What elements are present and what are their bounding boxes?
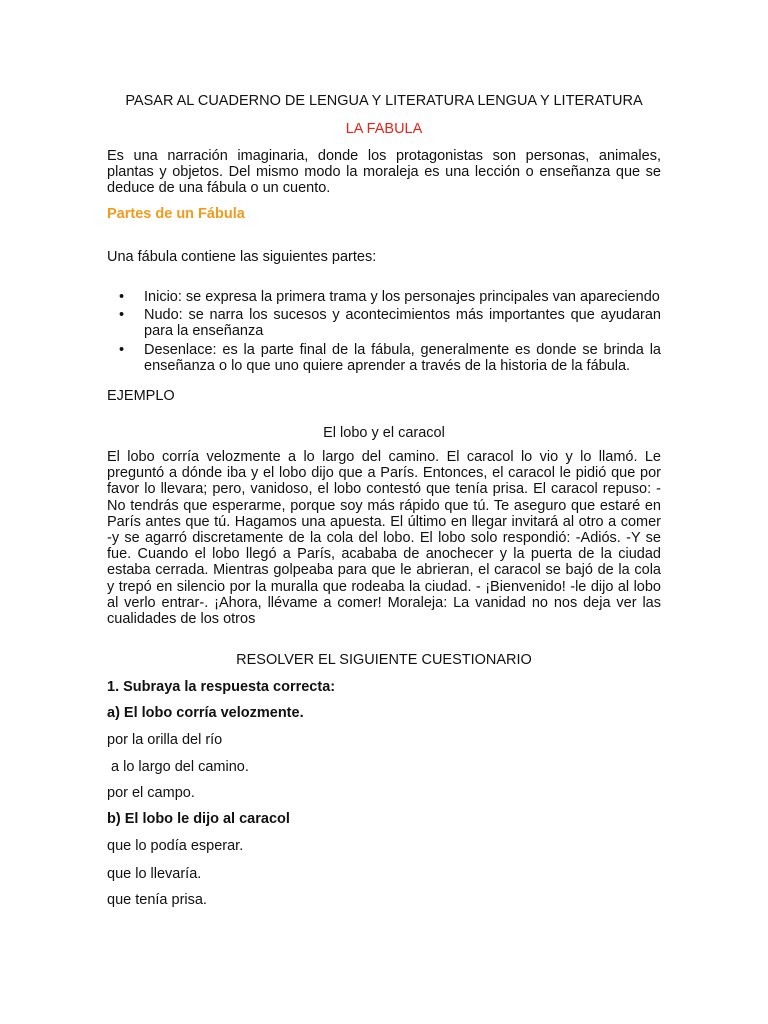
question-1-heading: 1. Subraya la respuesta correcta: (107, 679, 336, 695)
question-b: b) El lobo le dijo al caracol (107, 811, 290, 827)
story-title: El lobo y el caracol (323, 425, 445, 441)
fable-title: LA FABULA (345, 121, 423, 137)
list-item (107, 289, 661, 305)
parts-heading: Partes de un Fábula (107, 206, 245, 222)
bullet-icon: • (119, 341, 125, 358)
parts-list (107, 289, 661, 374)
example-label: EJEMPLO (107, 388, 175, 404)
question-b-option-2: que lo llevaría. (107, 866, 202, 882)
question-a-option-3: por el campo. (107, 785, 195, 801)
part-nudo: Nudo: se narra los sucesos y acontecimientos más importantes que ayudaran para la enseñanza (144, 307, 661, 340)
list-item (107, 342, 661, 374)
bullet-icon: • (119, 307, 125, 324)
question-a-option-1: por la orilla del río (107, 732, 223, 748)
parts-lead: Una fábula contiene las siguientes partes: (107, 249, 377, 265)
part-desenlace: Desenlace: es la parte final de la fábula, generalmente es donde se brinda la enseñanza o lo que uno quiere aprender a través de la historia de la fábula. (144, 341, 661, 374)
question-a: a) El lobo corría velozmente. (107, 705, 304, 721)
question-a-option-2: a lo largo del camino. (107, 759, 249, 775)
intro-paragraph: Es una narración imaginaria, donde los protagonistas son personas, animales, plantas y objetos. Del mismo modo la moraleja es una lección o enseñanza que se deduce de una fábula o un cuento. (107, 148, 661, 197)
story-paragraph: El lobo corría velozmente a lo largo del camino. El caracol lo vio y lo llamó. Le preguntó a dónde iba y el lobo dijo que a París. Entonces, el caracol le pidió que por favor lo llevara; pero, vanidoso, el lobo contestó que tenía prisa. El caracol repuso: -No tendrás que esperarme, porque soy más rápido que tú. Te aseguro que estaré en París antes que tú. Hagamos una apuesta. El último en llegar invitará al otro a comer -y se agarró discretamente de la cola del lobo. El lobo solo respondió: -Adiós. -Y se fue. Cuando el lobo llegó a París, acababa de anochecer y la puerta de la ciudad estaba cerrada. Mientras golpeaba para que le abrieran, el caracol se bajó de la cola y trepó en silencio por la muralla que rodeaba la ciudad. - ¡Bienvenido! -le dijo al lobo al verlo entrar-. ¡Ahora, llévame a comer! Moraleja: La vanidad no nos deja ver las cualidades de los otros (107, 449, 661, 628)
question-b-option-1: que lo podía esperar. (107, 838, 244, 854)
quiz-title: RESOLVER EL SIGUIENTE CUESTIONARIO (236, 652, 532, 668)
part-inicio: Inicio: se expresa la primera trama y los personajes principales van apareciendo (144, 289, 660, 305)
bullet-icon: • (119, 289, 125, 305)
question-b-option-3: que tenía prisa. (107, 892, 207, 908)
document-header: PASAR AL CUADERNO DE LENGUA Y LITERATURA LENGUA Y LITERATURA (125, 93, 643, 109)
list-item (107, 307, 661, 339)
